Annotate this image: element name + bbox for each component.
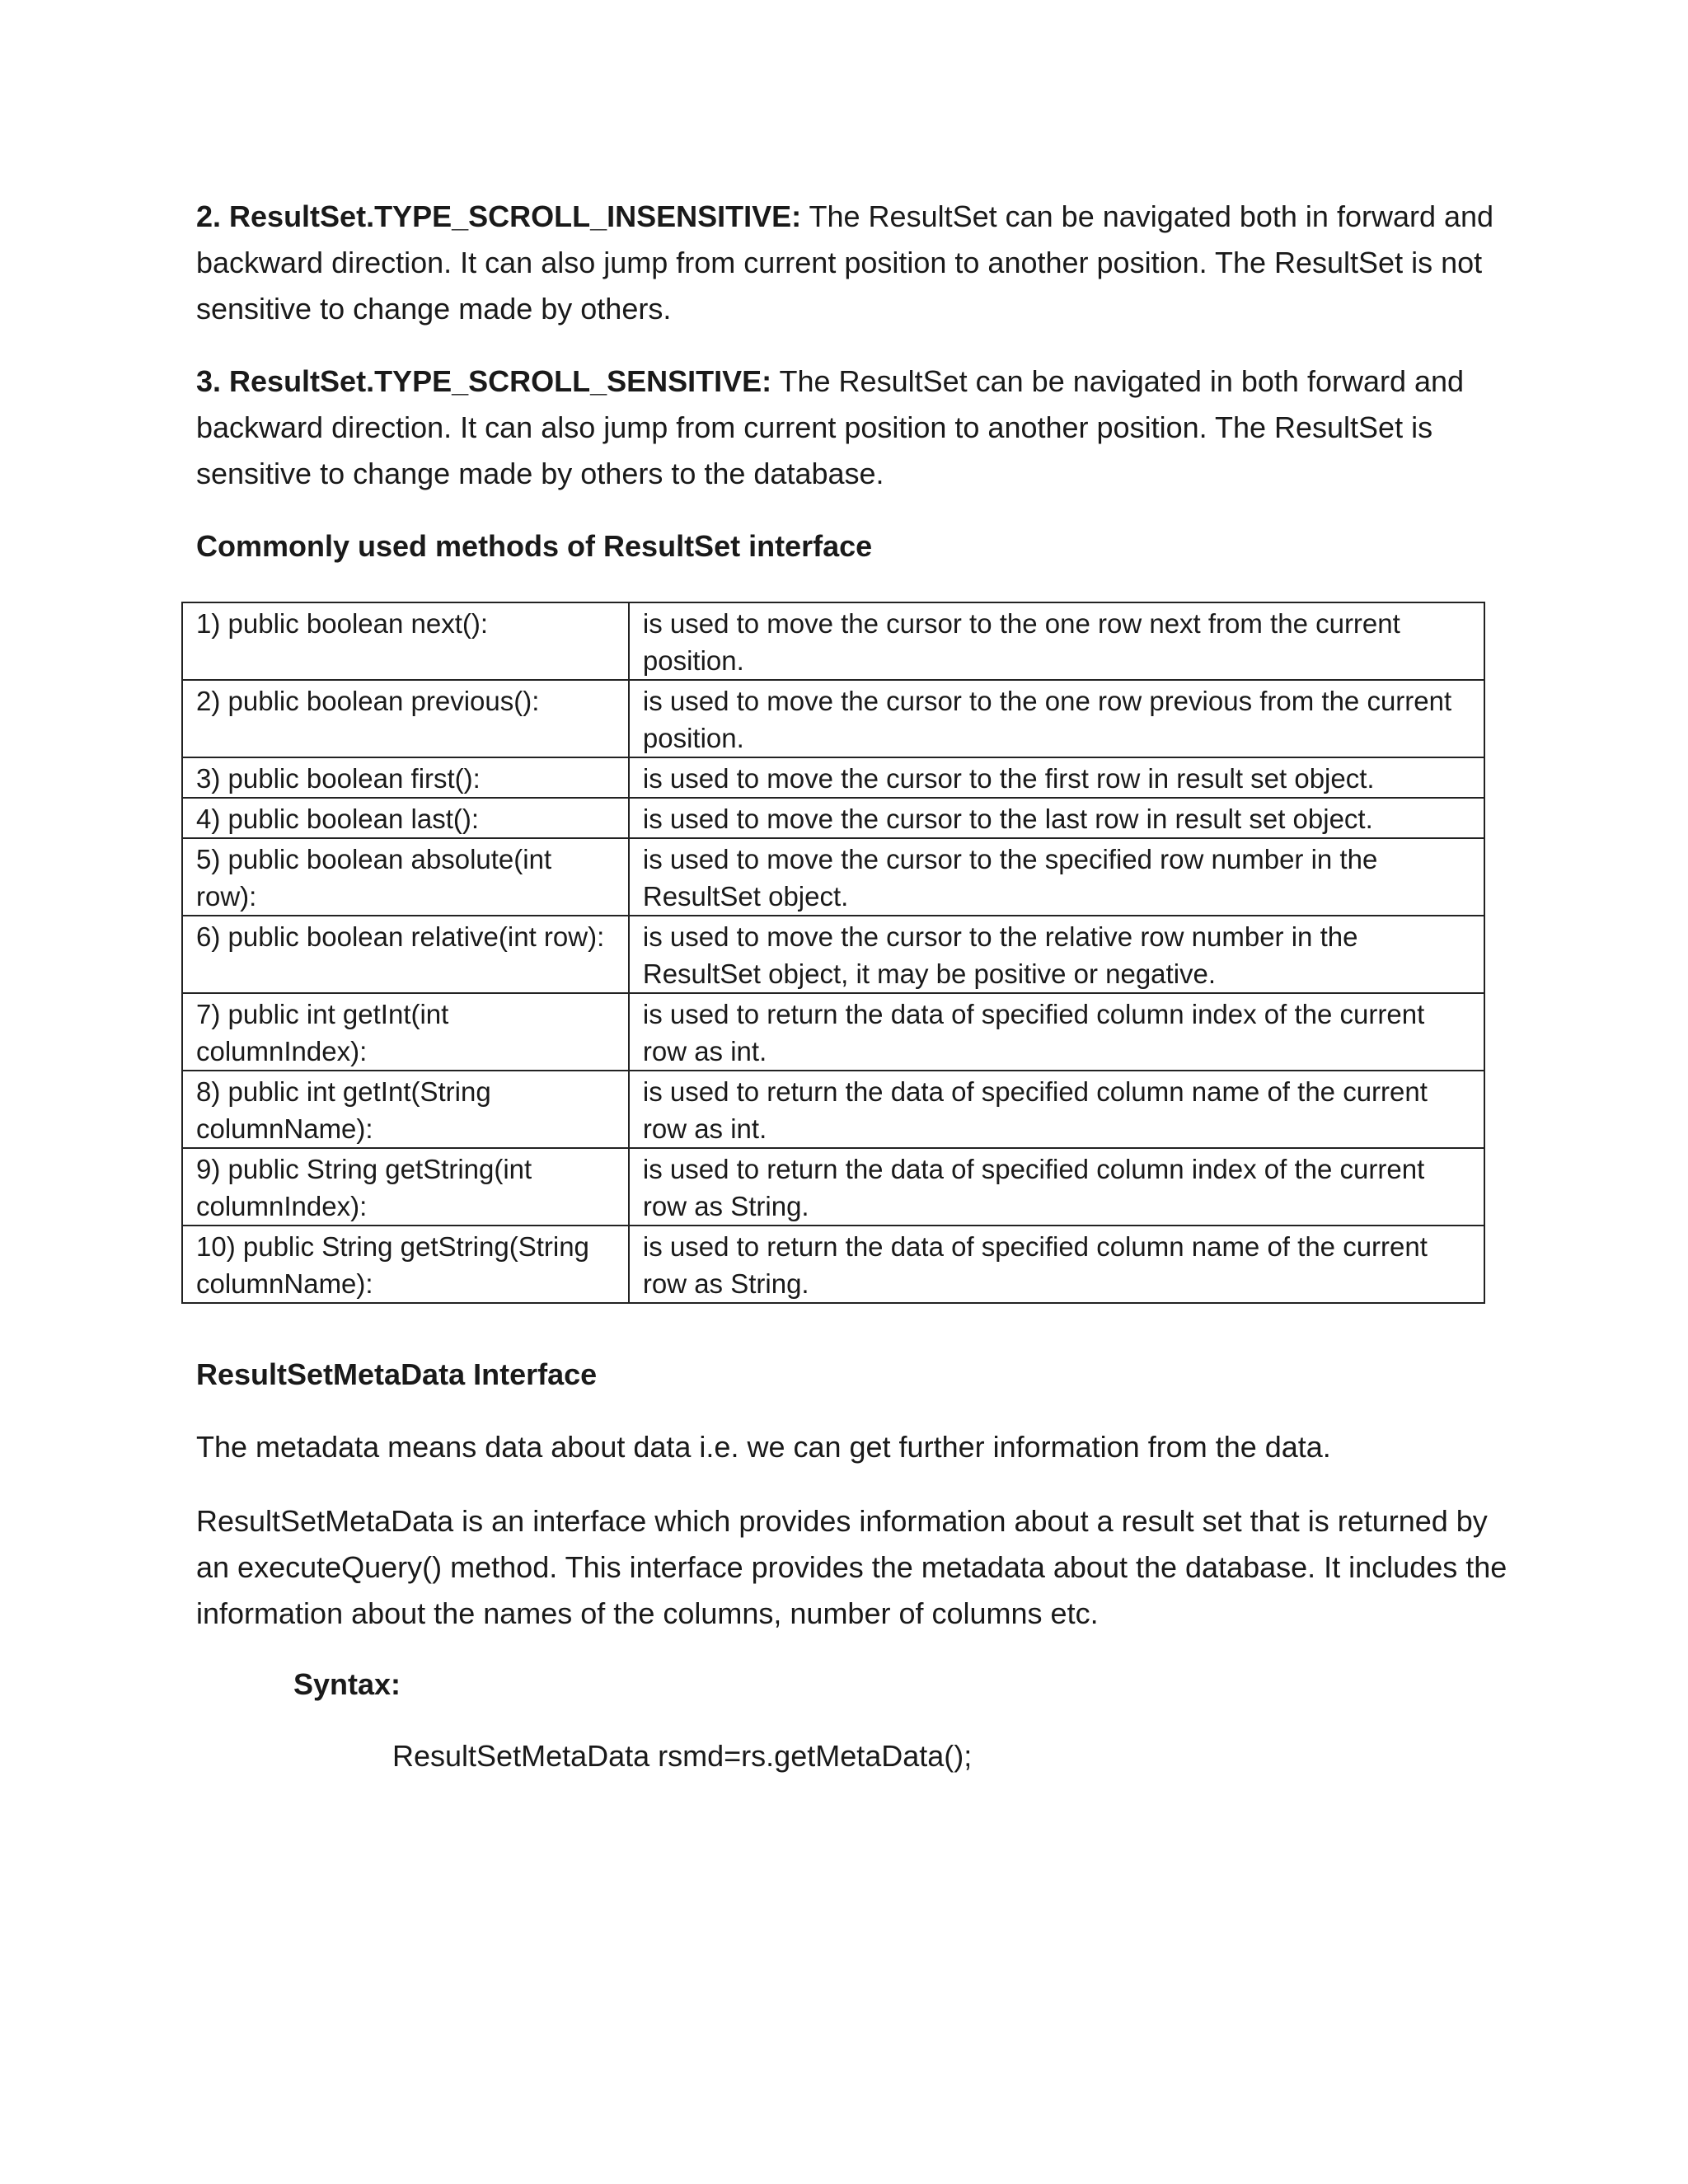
description-cell: is used to return the data of specified column index of the current row as int.: [629, 993, 1484, 1071]
paragraph-scroll-sensitive: [196, 359, 1515, 497]
table-row: [182, 798, 1484, 838]
description-cell: is used to return the data of specified column index of the current row as String.: [629, 1148, 1484, 1226]
description-cell: is used to return the data of specified column name of the current row as int.: [629, 1071, 1484, 1148]
syntax-label: Syntax:: [293, 1667, 401, 1701]
table-row: [182, 680, 1484, 757]
syntax-code: ResultSetMetaData rsmd=rs.getMetaData();: [392, 1739, 973, 1773]
method-cell: 2) public boolean previous():: [182, 680, 629, 757]
method-cell: 9) public String getString(int columnIndex):: [182, 1148, 629, 1226]
description-cell: is used to move the cursor to the specified row number in the ResultSet object.: [629, 838, 1484, 916]
method-cell: 3) public boolean first():: [182, 757, 629, 798]
method-cell: 8) public int getInt(String columnName):: [182, 1071, 629, 1148]
methods-table: [181, 602, 1485, 1304]
description-cell: is used to move the cursor to the relative row number in the ResultSet object, it may be positive or negative.: [629, 916, 1484, 993]
term-scroll-insensitive: 2. ResultSet.TYPE_SCROLL_INSENSITIVE:: [196, 199, 802, 233]
table-row: [182, 1226, 1484, 1303]
desc-scroll-sensitive: The ResultSet can be navigated in both forward and backward direction. It can also jump from current position to another position. The ResultSet is sensitive to change made by others to the database.: [196, 364, 1465, 490]
description-cell: is used to return the data of specified column name of the current row as String.: [629, 1226, 1484, 1303]
methods-heading: Commonly used methods of ResultSet interface: [196, 529, 873, 563]
table-row: [182, 993, 1484, 1071]
method-cell: 5) public boolean absolute(int row):: [182, 838, 629, 916]
description-cell: is used to move the cursor to the last row in result set object.: [629, 798, 1484, 838]
description-cell: is used to move the cursor to the one row previous from the current position.: [629, 680, 1484, 757]
metadata-description: ResultSetMetaData is an interface which provides information about a result set that is returned by an executeQuery() method. This interface provides the metadata about the database. It includes the information about the names of the columns, number of columns etc.: [196, 1504, 1507, 1630]
term-scroll-sensitive: 3. ResultSet.TYPE_SCROLL_SENSITIVE:: [196, 364, 772, 398]
table-row: [182, 757, 1484, 798]
method-cell: 6) public boolean relative(int row):: [182, 916, 629, 993]
method-cell: 10) public String getString(String columnName):: [182, 1226, 629, 1303]
desc-scroll-insensitive: The ResultSet can be navigated both in forward and backward direction. It can also jump from current position to another position. The ResultSet is not sensitive to change made by others.: [196, 199, 1494, 326]
description-cell: is used to move the cursor to the one row next from the current position.: [629, 602, 1484, 680]
method-cell: 4) public boolean last():: [182, 798, 629, 838]
table-row: [182, 1148, 1484, 1226]
method-cell: 7) public int getInt(int columnIndex):: [182, 993, 629, 1071]
table-row: [182, 602, 1484, 680]
table-row: [182, 838, 1484, 916]
paragraph-scroll-insensitive: [196, 194, 1515, 332]
table-row: [182, 1071, 1484, 1148]
description-cell: is used to move the cursor to the first row in result set object.: [629, 757, 1484, 798]
metadata-definition: The metadata means data about data i.e. we can get further information from the data.: [196, 1430, 1331, 1464]
table-row: [182, 916, 1484, 993]
method-cell: 1) public boolean next():: [182, 602, 629, 680]
metadata-heading: ResultSetMetaData Interface: [196, 1357, 598, 1391]
